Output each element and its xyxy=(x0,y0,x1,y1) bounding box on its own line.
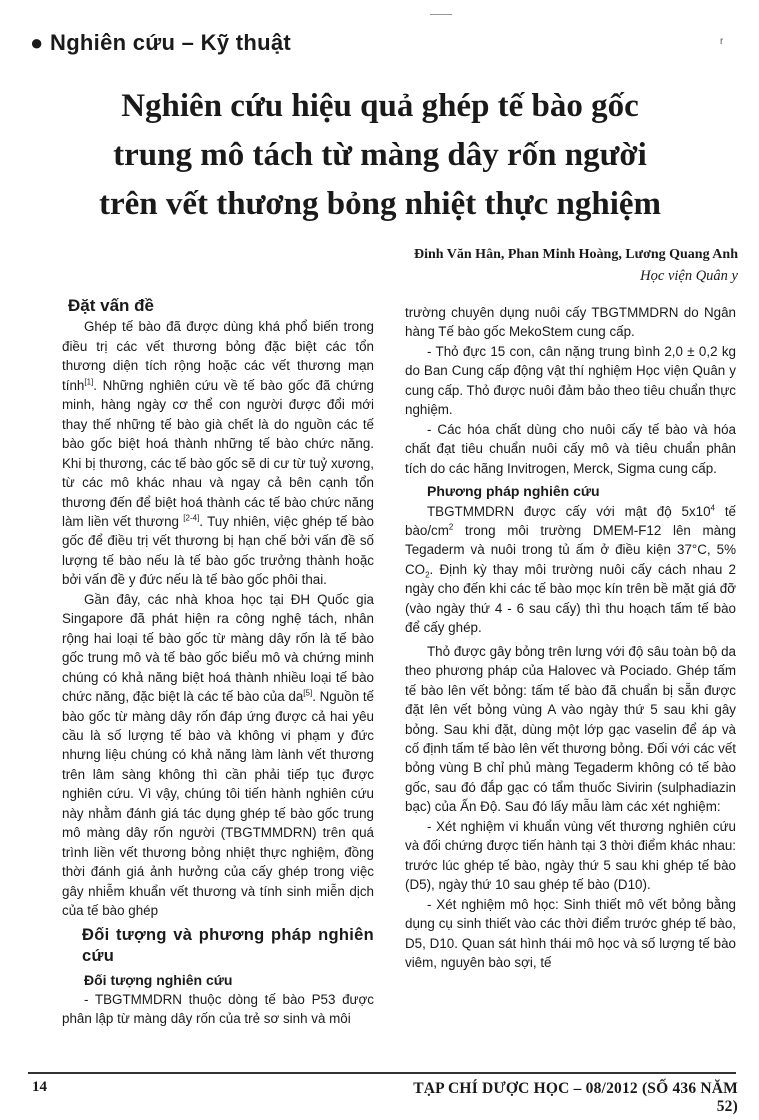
subheading-methods: Phương pháp nghiên cứu xyxy=(427,483,600,500)
journal-name: TẠP CHÍ DƯỢC HỌC – 08/2012 (SỐ 436 NĂM 52) xyxy=(413,1080,738,1115)
authors: Đinh Văn Hân, Phan Minh Hoàng, Lương Quang Anh xyxy=(413,247,738,262)
paragraph: TBGTMMDRN được cấy với mật độ $5x10^4$ tế bào/$cm^2$ trong môi trường DMEM-F12 lên màng Tegaderm và nuôi trong tủ ấm ở điều kiện 37°C, 5% $CO_2$. Định kỳ thay môi trường nuôi cấy cách nhau 2 ngày cho đến khi các tế bào mọc kín trên bề mặt giá đỡ (vào ngày thứ 4 - 6 sau cấy) thì thu hoạch tấm tế bào để cấy ghép. xyxy=(405,503,736,636)
affiliation: Học viện Quân y xyxy=(640,268,738,284)
paragraph: Thỏ được gây bỏng trên lưng với độ sâu toàn bộ da theo phương pháp của Halovec và Pociado. Ghép tấm tế bào lên vết bỏng: tấm tế bào đã chuẩn bị sẵn được đặt lên vết bỏng vùng A vào ngày thứ 5 sau khi gây bỏng. Sau khi đặt, dùng một lớp gạc vaselin để áp và cố định tấm tế bào lên vết thương bỏng. Đối với các vết bỏng vùng B chỉ phủ màng Tegaderm không có tế bào gốc, sau đó đắp gạc có tẩm thuốc Sivirin (sulphadiazin bạc) của Ấn Độ. Sau đó lấy mẫu làm các xét nghiệm: xyxy=(405,643,736,815)
citation: [5] xyxy=(303,688,313,698)
paragraph: - Xét nghiệm mô học: Sinh thiết mô vết bỏng bằng dụng cụ sinh thiết vào các thời điểm trước ghép tế bào, D5, D10. Quan sát hình thái mô học và số lượng tế bào viêm, nguyên bào sợi, tế xyxy=(405,896,736,970)
footer-rule xyxy=(28,1072,736,1074)
paragraph: trường chuyên dụng nuôi cấy TBGTMMDRN do Ngân hàng Tế bào gốc MekoStem cung cấp. xyxy=(405,305,736,340)
title-line: Nghiên cứu hiệu quả ghép tế bào gốc xyxy=(121,88,639,124)
heading-methods: Đối tượng và phương pháp nghiên cứu xyxy=(82,925,374,965)
paragraph: - TBGTMMDRN thuộc dòng tế bào P53 được phân lập từ màng dây rốn của trẻ sơ sinh và môi xyxy=(62,991,374,1027)
page-number: 14 xyxy=(32,1079,47,1095)
left-column xyxy=(62,296,374,1029)
article-title xyxy=(40,82,720,229)
paragraph: - Xét nghiệm vi khuẩn vùng vết thương nghiên cứu và đối chứng được tiến hành tại 3 thời điểm khác nhau: trước lúc ghép tế bào, ngày thứ 5 sau khi ghép tế bào (D5), ngày thứ 10 sau ghép tế bào (D10). xyxy=(405,818,736,893)
subheading-subjects: Đối tượng nghiên cứu xyxy=(84,971,233,988)
paragraph: - Thỏ đực 15 con, cân nặng trung bình 2,0 ± 0,2 kg do Ban Cung cấp động vật thí nghiệm Học viện Quân y cung cấp. Thỏ được nuôi đảm bảo theo tiêu chuẩn thực nghiệm. xyxy=(405,343,736,418)
citation: [1] xyxy=(84,377,94,387)
corner-mark: r xyxy=(720,36,724,47)
title-line: trung mô tách từ màng dây rốn người xyxy=(113,137,647,173)
paragraph: Gần đây, các nhà khoa học tại ĐH Quốc gia Singapore đã phát hiện ra công nghệ tách, nhân rộng hai loại tế bào gốc từ màng dây rốn là tế bào gốc trung mô và tế bào gốc biểu mô và chứng minh chúng có khả năng biệt hoá thành nhiều loại tế bào chức năng, đặc biệt là các tế bào của da[5]. Nguồn tế bào gốc từ màng dây rốn đáp ứng được cả hai yêu cầu là số lượng tế bào và không vi phạm y đức nhưng liệu chúng có khả năng làm lành vết thương trên lâm sàng không thì cần phải tiếp tục được nghiên cứu. Vì vậy, chúng tôi tiến hành nghiên cứu này nhằm đánh giá tác dụng ghép tế bào gốc trung mô màng dây rốn người (TBGTMMDRN) trên quá trình liền vết thương bỏng nhiệt thực nghiệm, đồng thời đánh giá ảnh hưởng của cấy ghép trong việc gây nhiễm khuẩn vết thương và tính sinh miễn dịch của tế bào ghép xyxy=(62,591,374,919)
paragraph: Ghép tế bào đã được dùng khá phổ biến trong điều trị các vết thương bỏng đặc biệt các tổn thương diện tích rộng hoặc các vết thương mạn tính[1]. Những nghiên cứu về tế bào gốc đã chứng minh, hàng ngày cơ thể con người được đổi mới thay thế những tế bào già chết là do nguồn các tế bào gốc biệt hoá thành những tế bào chức năng. Khi bị thương, các tế bào gốc sẽ di cư từ tuỷ xương, từ các mô khác nhau và ngay cả bên cạnh tổn thương đến để biệt hoá thành các tế bào chức năng làm liền vết thương [2-4]. Tuy nhiên, việc ghép tế bào gốc để điều trị vết thương bị hạn chế bởi vấn đề số lượng tế bào nếu là tế bào gốc trưởng thành hoặc bởi vấn đề y đức nếu là tế bào gốc phôi thai. xyxy=(62,319,374,588)
citation: [2-4] xyxy=(183,513,200,523)
section-header: ● Nghiên cứu – Kỹ thuật xyxy=(30,30,292,55)
title-line: trên vết thương bỏng nhiệt thực nghiệm xyxy=(98,186,662,222)
heading-introduction: Đặt vấn đề xyxy=(68,296,154,315)
scan-mark xyxy=(430,14,452,15)
right-column xyxy=(405,303,736,972)
paragraph: - Các hóa chất dùng cho nuôi cấy tế bào và hóa chất đạt tiêu chuẩn nuôi cấy mô và tiêu chuẩn phân tích do các hãng Invitrogen, Merck, Sigma cung cấp. xyxy=(405,421,736,476)
